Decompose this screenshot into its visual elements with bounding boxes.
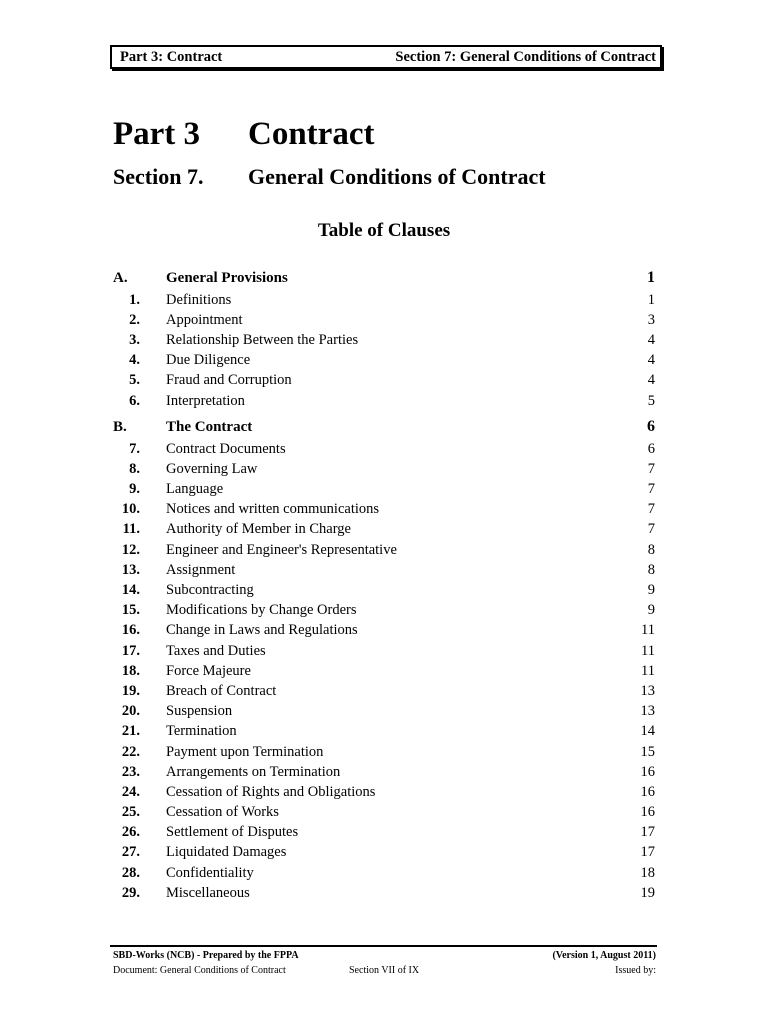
clause-number: 4. xyxy=(129,352,140,369)
clause-title: Subcontracting xyxy=(166,582,254,599)
toc-clause-row[interactable] xyxy=(113,371,655,391)
clause-title: Engineer and Engineer's Representative xyxy=(166,541,397,558)
clause-title: Termination xyxy=(166,723,237,740)
toc-clause-row[interactable] xyxy=(113,823,655,843)
toc-clause-row[interactable] xyxy=(113,310,655,330)
footer-row-1 xyxy=(113,950,656,961)
clause-page: 4 xyxy=(647,331,655,348)
clause-number: 28. xyxy=(121,864,140,881)
toc-clause-row[interactable] xyxy=(113,742,655,762)
toc-clause-row[interactable] xyxy=(113,843,655,863)
clause-page: 3 xyxy=(647,311,655,328)
section-title xyxy=(113,164,546,190)
footer-issued-by: Issued by: xyxy=(615,965,656,976)
footer-document: Document: General Conditions of Contract xyxy=(113,965,286,976)
clause-title: Taxes and Duties xyxy=(166,642,266,659)
clause-title: Interpretation xyxy=(166,392,245,409)
clause-page: 17 xyxy=(640,824,655,841)
clause-page: 16 xyxy=(640,783,655,800)
running-header xyxy=(110,45,662,69)
toc-clause-row[interactable] xyxy=(113,580,655,600)
clause-title: Cessation of Works xyxy=(166,804,279,821)
toc-clause-row[interactable] xyxy=(113,883,655,903)
clause-number: 20. xyxy=(121,703,140,720)
clause-title: Suspension xyxy=(166,703,233,720)
clause-page: 14 xyxy=(640,723,655,740)
clause-number: 21. xyxy=(121,723,140,740)
toc-heading: Table of Clauses xyxy=(317,220,451,241)
clause-number: 6. xyxy=(129,392,140,409)
group-page: 6 xyxy=(647,418,655,436)
toc-clause-row[interactable] xyxy=(113,480,655,500)
part-title xyxy=(113,116,374,153)
clause-page: 4 xyxy=(647,352,655,369)
clause-number: 1. xyxy=(129,291,140,308)
clause-number: 24. xyxy=(121,783,140,800)
clause-page: 7 xyxy=(647,501,655,518)
clause-page: 11 xyxy=(641,662,655,679)
clause-page: 1 xyxy=(647,291,655,308)
clause-number: 17. xyxy=(121,642,140,659)
part-name: Contract xyxy=(248,116,375,152)
clause-page: 16 xyxy=(640,763,655,780)
clause-number: 10. xyxy=(121,501,140,518)
clause-number: 12. xyxy=(121,541,140,558)
part-number: Part 3 xyxy=(113,116,201,152)
clause-title: Miscellaneous xyxy=(166,884,250,901)
clause-title: Payment upon Termination xyxy=(166,743,324,760)
footer-section: Section VII of IX xyxy=(349,965,420,976)
toc-clause-row[interactable] xyxy=(113,601,655,621)
clause-title: Relationship Between the Parties xyxy=(166,331,359,348)
clause-number: 14. xyxy=(121,582,140,599)
header-section: Section 7: General Conditions of Contract xyxy=(395,48,656,65)
toc-group-heading[interactable] xyxy=(113,266,655,290)
toc-clause-row[interactable] xyxy=(113,351,655,371)
clause-title: Language xyxy=(166,481,224,498)
clause-title: Governing Law xyxy=(166,460,258,477)
section-name: General Conditions of Contract xyxy=(248,164,546,189)
clause-title: Due Diligence xyxy=(166,352,251,369)
clause-number: 7. xyxy=(129,440,140,457)
clause-page: 7 xyxy=(647,460,655,477)
clause-number: 18. xyxy=(121,662,140,679)
clause-number: 29. xyxy=(121,884,140,901)
toc-clause-row[interactable] xyxy=(113,540,655,560)
toc-clause-row[interactable] xyxy=(113,641,655,661)
toc-clause-row[interactable] xyxy=(113,520,655,540)
clause-number: 23. xyxy=(121,763,140,780)
group-title: The Contract xyxy=(166,418,253,435)
clause-number: 16. xyxy=(121,622,140,639)
clause-page: 11 xyxy=(641,642,655,659)
clause-page: 11 xyxy=(641,622,655,639)
clause-number: 3. xyxy=(129,331,140,348)
footer-row-2 xyxy=(113,965,656,976)
clause-number: 26. xyxy=(121,824,140,841)
clause-title: Assignment xyxy=(166,561,236,578)
toc-clause-row[interactable] xyxy=(113,621,655,641)
footer-prepared-by: SBD-Works (NCB) - Prepared by the FPPA xyxy=(113,950,299,961)
clause-title: Breach of Contract xyxy=(166,682,277,699)
clause-page: 17 xyxy=(640,844,655,861)
toc-clause-row[interactable] xyxy=(113,722,655,742)
footer-version: (Version 1, August 2011) xyxy=(552,950,656,961)
clause-page: 18 xyxy=(640,864,655,881)
clause-title: Contract Documents xyxy=(166,440,286,457)
section-number: Section 7. xyxy=(113,164,204,189)
clause-page: 5 xyxy=(647,392,655,409)
clause-title: Liquidated Damages xyxy=(166,844,287,861)
clause-page: 7 xyxy=(647,521,655,538)
clause-number: 22. xyxy=(121,743,140,760)
toc-clause-row[interactable] xyxy=(113,290,655,310)
clause-page: 9 xyxy=(647,602,655,619)
clause-title: Fraud and Corruption xyxy=(166,372,292,389)
clause-title: Cessation of Rights and Obligations xyxy=(166,783,376,800)
toc-clause-row[interactable] xyxy=(113,500,655,520)
toc-clause-row[interactable] xyxy=(113,681,655,701)
clause-title: Modifications by Change Orders xyxy=(166,602,357,619)
clause-title: Notices and written communications xyxy=(166,501,380,518)
clause-title: Appointment xyxy=(166,311,243,328)
toc-clause-row[interactable] xyxy=(113,459,655,479)
clause-page: 19 xyxy=(640,884,655,901)
toc-clause-row[interactable] xyxy=(113,762,655,782)
clause-page: 9 xyxy=(647,582,655,599)
clause-title: Confidentiality xyxy=(166,864,254,881)
header-part: Part 3: Contract xyxy=(120,48,223,65)
toc-clause-row[interactable] xyxy=(113,330,655,350)
clause-page: 13 xyxy=(640,682,655,699)
clause-title: Authority of Member in Charge xyxy=(166,521,351,538)
footer-divider xyxy=(110,945,657,947)
group-page: 1 xyxy=(647,269,655,286)
toc-clause-row[interactable] xyxy=(113,560,655,580)
clause-title: Definitions xyxy=(166,291,232,308)
toc-clause-row[interactable] xyxy=(113,391,655,411)
clause-page: 8 xyxy=(647,561,655,578)
toc-clause-row[interactable] xyxy=(113,702,655,722)
toc-clause-row[interactable] xyxy=(113,803,655,823)
group-letter: A. xyxy=(113,269,128,286)
clause-page: 4 xyxy=(647,372,655,389)
clause-page: 16 xyxy=(640,804,655,821)
clause-number: 9. xyxy=(129,481,140,498)
toc-clause-row[interactable] xyxy=(113,439,655,459)
group-letter: B. xyxy=(113,418,127,435)
clause-page: 6 xyxy=(647,440,655,457)
clause-page: 8 xyxy=(647,541,655,558)
clause-number: 5. xyxy=(129,372,140,389)
clause-title: Settlement of Disputes xyxy=(166,824,299,841)
toc-clause-row[interactable] xyxy=(113,782,655,802)
clause-number: 11. xyxy=(122,521,140,538)
clause-number: 19. xyxy=(121,682,140,699)
clause-title: Force Majeure xyxy=(166,662,251,679)
group-title: General Provisions xyxy=(166,269,288,286)
toc-clause-row[interactable] xyxy=(113,661,655,681)
clause-number: 13. xyxy=(121,561,140,578)
clause-number: 8. xyxy=(129,460,140,477)
clause-number: 27. xyxy=(121,844,140,861)
clause-page: 7 xyxy=(647,481,655,498)
clause-page: 15 xyxy=(640,743,655,760)
clause-title: Arrangements on Termination xyxy=(166,763,341,780)
clause-number: 15. xyxy=(121,602,140,619)
table-of-clauses xyxy=(113,266,655,903)
toc-clause-row[interactable] xyxy=(113,863,655,883)
clause-number: 2. xyxy=(129,311,140,328)
clause-number: 25. xyxy=(121,804,140,821)
clause-page: 13 xyxy=(640,703,655,720)
clause-title: Change in Laws and Regulations xyxy=(166,622,358,639)
toc-group-heading[interactable] xyxy=(113,415,655,439)
